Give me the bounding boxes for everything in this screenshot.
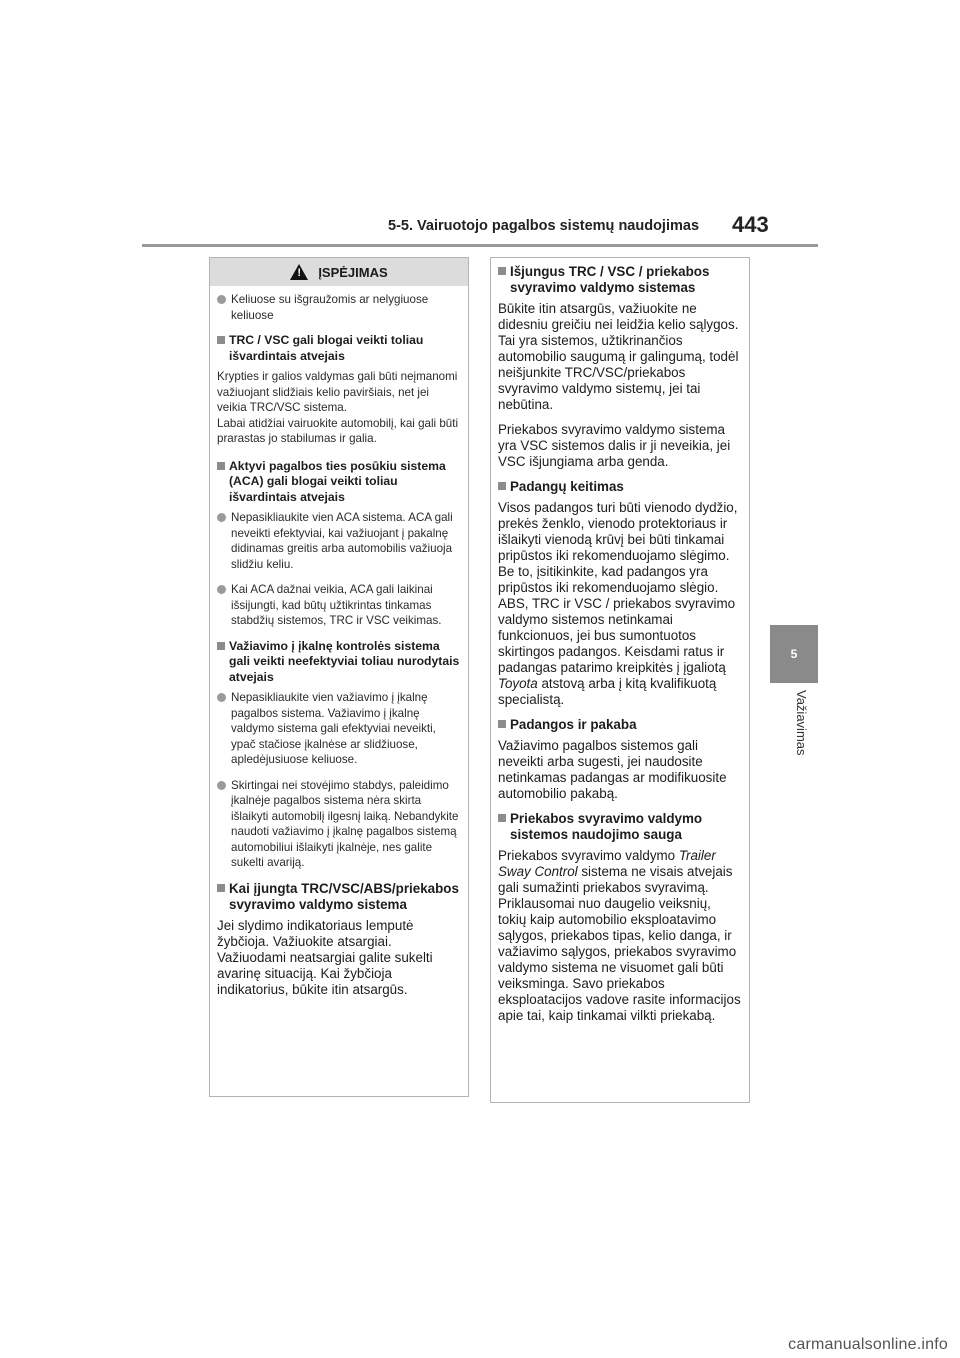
info-box <box>490 257 750 1103</box>
warning-header <box>210 258 468 286</box>
warning-text-steering-1: Krypties ir galios valdymas gali būti neįmanomi važiuojant slidžiais kelio paviršiais, net jei veikia TRC/VSC sistema. <box>217 370 458 414</box>
footer-watermark[interactable]: carmanualsonline.info <box>788 1336 948 1353</box>
warning-content <box>210 286 468 998</box>
info-text-brand-toyota: Toyota <box>498 676 538 691</box>
warning-bullet-hill-2: Skirtingai nei stovėjimo stabdys, paleidimo įkalnėje pagalbos sistema nėra skirta išlaikyti automobilį ilgesnį laiką. Nebandykite naudoti važiavimo į įkalnę pagalbos sistemą automobiliui išlaikyti įkalnėje, nes galite sukelti avariją. <box>217 778 461 871</box>
warning-bullet-aca-2: Kai ACA dažnai veikia, ACA gali laikinai išsijungti, kad būtų užtikrintas tinkamas stabdžių sistemos, TRC ir VSC veikimas. <box>217 582 461 629</box>
warning-text-slip-indicator: Jei slydimo indikatoriaus lemputė žybčioja. Važiuokite atsargiai. Važiuodami neatsargiai galite sukelti avarinę situaciją. Kai žybčioja indikatorius, būkite itin atsargūs. <box>217 917 433 997</box>
warning-bullet-hill-1: Nepasikliaukite vien važiavimo į įkalnę pagalbos sistema. Važiavimo į įkalnę valdymo sistema gali efektyviai neveikti, ypač stačiose įkalnėse ar slidžiuose, apledėjusiuose keliuose. <box>217 690 461 768</box>
header-rule <box>142 244 818 247</box>
info-text-trailer-sway-control: Trailer Sway Control <box>498 848 716 879</box>
warning-heading-active-systems: Kai įjungta TRC/VSC/ABS/priekabos svyravimo valdymo sistema <box>217 881 461 913</box>
chapter-label: Važiavimas <box>794 690 809 756</box>
warning-heading-hill: Važiavimo į įkalnę kontrolės sistema gali veikti neefektyviai toliau nurodytais atvejais <box>217 639 461 686</box>
info-text-trailer-safety-2: sistema ne visais atvejais gali sumažinti priekabos svyravimą. Priklausomai nuo daugelio veiksnių, tokių kaip automobilio eksploatavimo sąlygos, priekabos tipas, kelio danga, ir važiavimo sąlygos, priekabos svyravimo valdymo sistema ne visuomet gali būti veiksminga. Savo priekabos eksploatacijos vadove rasite informacijos apie tai, kaip tinkamai vilkti priekabą. <box>498 864 741 1023</box>
warning-text-steering <box>217 369 461 447</box>
info-text-tire-change-1: Visos padangos turi būti vienodo dydžio, prekės ženklo, vienodo protektoriaus ir išlaikyti vienodą krūvį bei būti tinkamai pripūstos iki rekomenduojamo slėgimo. Be to, įsitikinkite, kad padangos yra pripūstos iki rekomenduojamo slėgio. ABS, TRC ir VSC / priekabos svyravimo valdymo sistemos netinkamai funkcionuos, jei bus sumontuotos skirtingos padangos. Keisdami ratus ir padangas patarimo kreipkitės į įgaliotą <box>498 500 738 675</box>
info-content <box>491 258 749 1024</box>
info-heading-disabled-systems: Išjungus TRC / VSC / priekabos svyravimo valdymo sistemas <box>498 264 742 296</box>
info-text-tire-change-2: atstovą arba į kitą kvalifikuotą specialistą. <box>498 676 717 707</box>
info-text-tire-change <box>498 500 742 708</box>
info-heading-tires-suspension: Padangos ir pakaba <box>498 717 742 733</box>
info-text-trailer-safety <box>498 848 742 1024</box>
info-text-caution: Būkite itin atsargūs, važiuokite ne didesniu greičiu nei leidžia kelio sąlygos. Tai yra sistemos, užtikrinančios automobilio saugumą ir galingumą, todėl neišjunkite TRC/VSC/priekabos svyravimo valdymo sistemų, jei tai nebūtina. <box>498 301 739 412</box>
warning-triangle-icon <box>290 264 308 280</box>
info-text-tires-suspension: Važiavimo pagalbos sistemos gali neveikti arba sugesti, jei naudosite netinkamas padangas ar modifikuosite automobilio pakabą. <box>498 738 727 801</box>
warning-box <box>209 257 469 1097</box>
warning-heading-trc-vsc: TRC / VSC gali blogai veikti toliau išvardintais atvejais <box>217 333 461 364</box>
info-heading-trailer-safety: Priekabos svyravimo valdymo sistemos naudojimo sauga <box>498 811 742 843</box>
warning-title: ĮSPĖJIMAS <box>318 264 388 280</box>
page-number: 443 <box>732 212 769 237</box>
page-header-title: 5-5. Vairuotojo pagalbos sistemų naudojimas <box>388 218 700 234</box>
info-heading-tire-change: Padangų keitimas <box>498 479 742 495</box>
info-text-trailer-safety-1: Priekabos svyravimo valdymo <box>498 848 679 863</box>
chapter-tab: 5 <box>770 625 818 683</box>
warning-bullet-aca-1: Nepasikliaukite vien ACA sistema. ACA gali neveikti efektyviai, kai važiuojant į pakalnę didinamas greitis arba automobilis važiuoja slidžiu keliu. <box>217 510 461 572</box>
info-text-trailer-vsc: Priekabos svyravimo valdymo sistema yra VSC sistemos dalis ir ji neveikia, jei VSC išjungiama arba genda. <box>498 422 731 469</box>
warning-text-steering-2: Labai atidžiai vairuokite automobilį, kai gali būti prarastas jo stabilumas ir galia. <box>217 416 459 445</box>
warning-heading-aca: Aktyvi pagalbos ties posūkiu sistema (ACA) gali blogai veikti toliau išvardintais atvejais <box>217 459 461 506</box>
warning-bullet-rough-roads: Keliuose su išgraužomis ar nelygiuose keliuose <box>217 292 461 323</box>
